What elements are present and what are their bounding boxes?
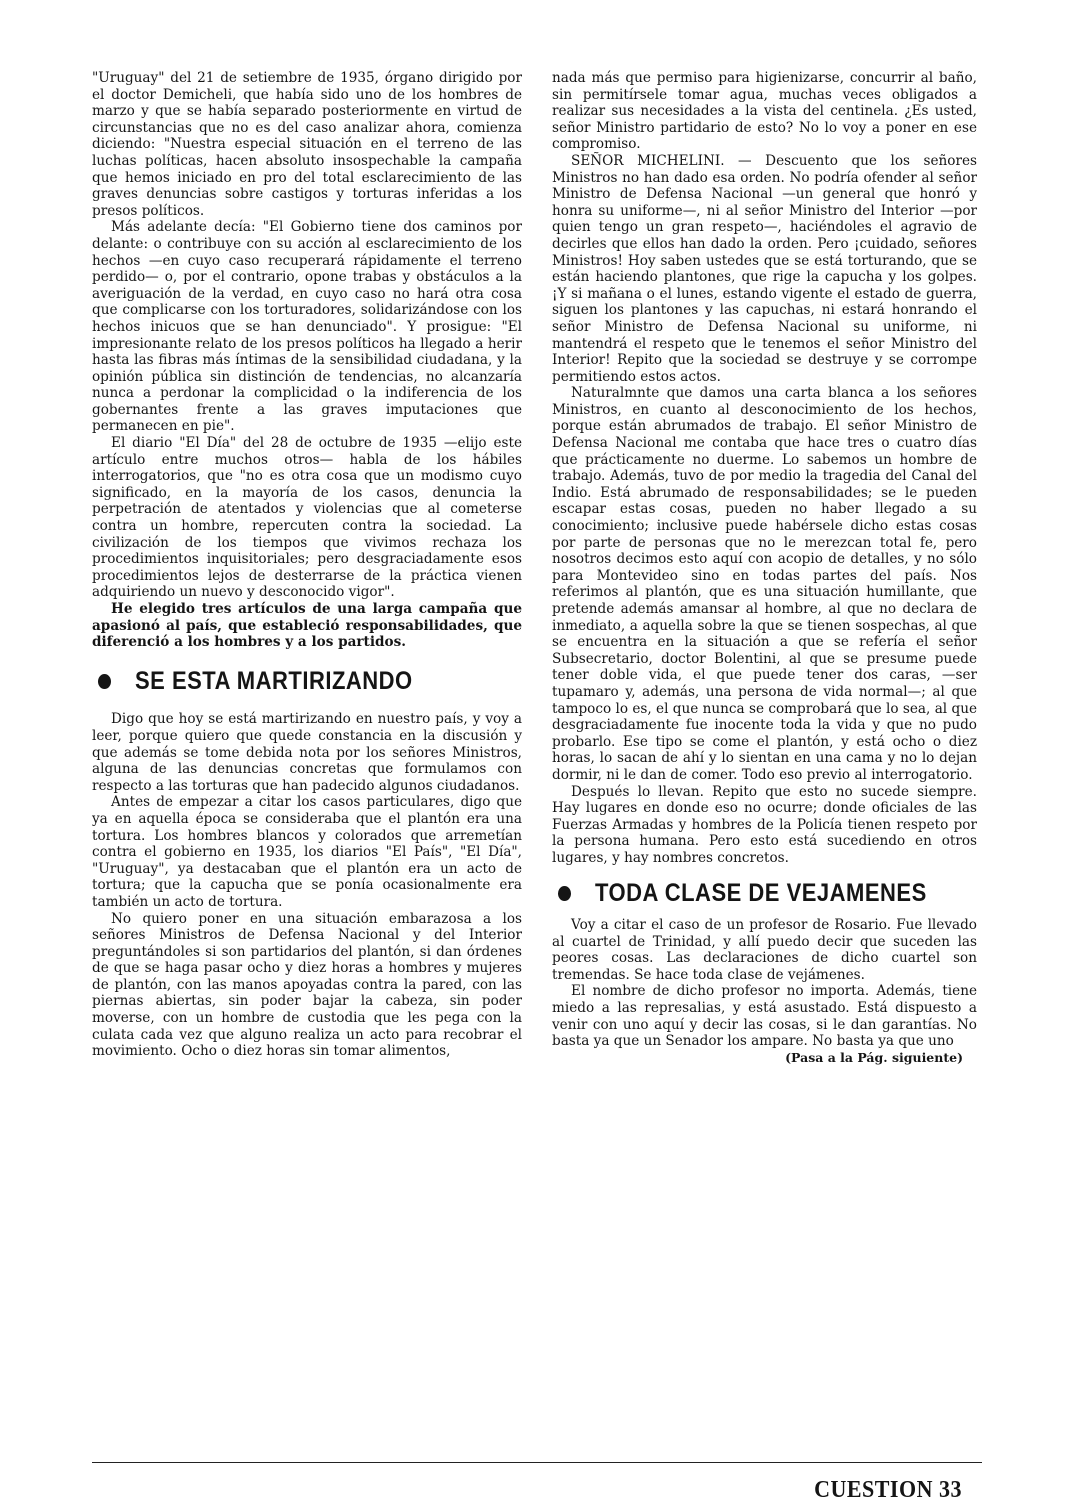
bullet-icon <box>558 885 571 900</box>
section-heading-text: SE ESTA MARTIRIZANDO <box>135 665 413 695</box>
paragraph: nada más que permiso para higienizarse, concurrir al baño, sin permitírsele tomar agua, muchas veces obligados a realizar sus necesidades a la vista del centinela. ¿Es usted, señor Ministro partidario de esto? No lo voy a poner en ese compromiso. <box>552 70 977 153</box>
page-footer: CUESTION 33 <box>814 1475 962 1503</box>
paragraph: Más adelante decía: "El Gobierno tiene dos caminos por delante: o contribuye con su acción al esclarecimiento de los hechos —en cuyo caso recuperará rápidamente el terreno perdido— o, por el contrario, opone trabas y obstáculos a la averiguación de la verdad, en cuyo caso no hará otra cosa que complicarse con los torturadores, solidarizándose con los hechos inicuos que se han denunciado". Y prosigue: "El impresionante relato de los presos políticos ha llegado a herir hasta las fibras más íntimas de la sensibilidad ciudadana, y la opinión pública sin distinción de tendencias, no alcanzaría nunca a perdonar la complicidad o la indiferencia de los gobernantes frente a las graves imputaciones que permanecen en pie". <box>92 219 522 435</box>
paragraph: "Uruguay" del 21 de setiembre de 1935, órgano dirigido por el doctor Demicheli, que había sido uno de los hombres de marzo y que se había separado posteriormente en virtud de circunstancias que no es del caso analizar ahora, comienza diciendo: "Nuestra especial situación en el terreno de las luchas políticas, hacen absoluto insospechable la campaña que hemos iniciado en pro del total esclarecimiento de las graves denuncias sobre castigos y torturas inferidas a los presos políticos. <box>92 70 522 219</box>
section-heading-2 <box>552 877 977 907</box>
paragraph: El diario "El Día" del 28 de octubre de 1935 —elijo este artículo entre muchos otros— habla de los hábiles interrogatorios, que "no es otra cosa que un modismo cuyo significado, en la mayoría de los casos, denuncia la perpetración de atentados y violencias que al cometerse contra un hombre, repercuten contra la sociedad. La civilización de los tiempos que vivimos rechaza los procedimientos inquisitoriales; pero desgraciadamente esos procedimientos lejos de desterrarse de la práctica vienen adquiriendo un nuevo y desconocido vigor". <box>92 435 522 601</box>
paragraph: El nombre de dicho profesor no importa. Además, tiene miedo a las represalias, y está asustado. Está dispuesto a venir con uno aquí y decir las cosas, si le dan garantías. No basta ya que un Senador los ampare. No basta ya que uno <box>552 983 977 1050</box>
paragraph: Digo que hoy se está martirizando en nuestro país, y voy a leer, porque quiero que quede constancia en la discusión y que además se tome debida nota por los señores Ministros, alguna de las denuncias concretas que formulamos con respecto a las torturas que han padecido algunos ciudadanos. <box>92 711 522 794</box>
continued-note: (Pasa a la Pág. siguiente) <box>785 1049 963 1065</box>
left-column <box>92 70 522 1060</box>
paragraph: Naturalmnte que damos una carta blanca a los señores Ministros, en cuanto al desconocimiento de los hechos, porque están abrumados de trabajo. El señor Ministro de Defensa Nacional me contaba que hace tres o cuatro días que prácticamente no duerme. Lo sabemos un hombre de trabajo. Además, tuvo de por medio la tragedia del Canal del Indio. Está abrumado de responsabilidades; se le pueden escapar estas cosas, pueden no haber llegado a su conocimiento; inclusive puede habérsele dicho estas cosas por parte de personas que no le merezcan total fe, pero nosotros decimos esto aquí con acopio de detalles, y no sólo para Montevideo sino en todas partes del país. Nos referimos al plantón, que es una situación humillante, que pretende además amansar al hombre, al que no declara de inmediato, a aquella sobre la que se tienen sospechas, al que se encuentra en la situación a que se refería el señor Subsecretario, doctor Bolentini, al que se presume puede tener doble vida, el que puede tener dos caras, —ser tupamaro y, además, una persona de vida normal—; al que tampoco lo es, el que nunca se comprobará que lo sea, al que desgraciadamente fue inocente toda la vida y que no pudo probarlo. Ese tipo se come el plantón, y está ocho o diez horas, lo sacan de ahí y lo sientan en una cama y no lo dejan dormir, ni le dan de comer. Todo eso previo al interrogatorio. <box>552 385 977 783</box>
paragraph: Antes de empezar a citar los casos particulares, digo que ya en aquella época se consideraba que el plantón era una tortura. Los hombres blancos y colorados que arremetían contra el gobierno en 1935, los diarios "El País", "El Día", "Uruguay", ya destacaban que el plantón era un acto de tortura; que la capucha que se ponía ocasionalmente era también un acto de tortura. <box>92 794 522 910</box>
paragraph: Voy a citar el caso de un profesor de Rosario. Fue llevado al cuartel de Trinidad, y allí puedo decir que suceden las peores cosas. Las declaraciones de dicho cuartel son tremendas. Se hace toda clase de vejámenes. <box>552 917 977 983</box>
paragraph: SEÑOR MICHELINI. — Descuento que los señores Ministros no han dado esa orden. No podría ofender al señor Ministro de Defensa Nacional —un general que honró y honra su uniforme—, ni al señor Ministro del Interior —por quien tengo un gran respeto—, haciéndoles el agravio de decirles que ellos han dado la orden. Pero ¡cuidado, señores Ministros! Hoy saben ustedes que se está torturando, que se están haciendo plantones, que rige la capucha y los golpes. ¡Y si mañana o el lunes, estando vigente el estado de guerra, siguen los plantones y las capuchas, ni estará honrando el señor Ministro de Defensa Nacional su uniforme, ni mantendrá el respeto que le tenemos el señor Ministro del Interior! Repito que la sociedad se destruye y se corrompe permitiendo estos actos. <box>552 152 977 385</box>
paragraph: Después lo llevan. Repito que esto no sucede siempre. Hay lugares en donde eso no ocurre; donde oficiales de las Fuerzas Armadas y hombres de la Policía tienen respeto por la persona humana. Pero esto está sucediendo en otros lugares, y hay nombres concretos. <box>552 783 977 866</box>
section-heading-1 <box>92 665 522 695</box>
paragraph: No quiero poner en una situación embarazosa a los señores Ministros de Defensa Nacional y del Interior preguntándoles si son partidarios del plantón, si dan órdenes de que se haga pasar ocho y diez horas a hombres y mujeres de plantón, con las manos apoyadas contra la pared, con las piernas abiertas, sin poder bajar la cabeza, sin poder moverse, con un hombre de custodia que les pega con la culata cada vez que alguno realiza un acto para recobrar el movimiento. Ocho o diez horas sin tomar alimentos, <box>92 910 522 1060</box>
section-heading-text: TODA CLASE DE VEJAMENES <box>595 877 927 907</box>
paragraph: He elegido tres artículos de una larga campaña que apasionó al país, que estableció responsabilidades, que diferenció a los hombres y a los partidos. <box>92 601 522 651</box>
footer-rule <box>92 1462 982 1463</box>
bullet-icon <box>98 674 111 689</box>
right-column <box>552 70 977 1066</box>
